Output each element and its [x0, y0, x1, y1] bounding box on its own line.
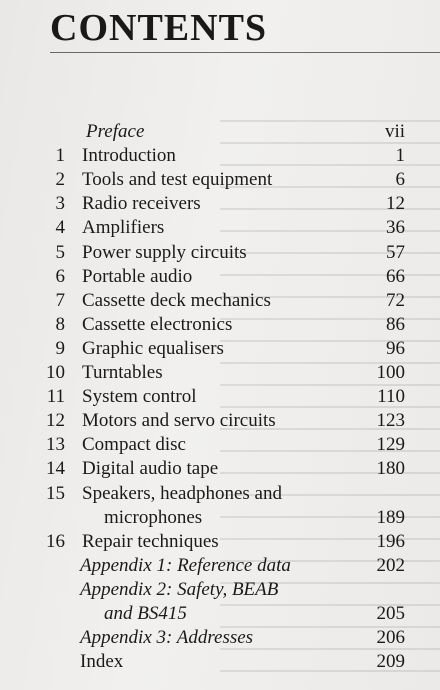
chapter-title: Cassette electronics — [82, 313, 233, 335]
toc-entry — [0, 578, 440, 602]
toc-entry — [0, 433, 440, 457]
page-number: 36 — [386, 217, 405, 239]
chapter-number: 6 — [55, 265, 65, 287]
toc-entry — [0, 385, 440, 409]
chapter-title: Motors and servo circuits — [82, 410, 276, 432]
chapter-title: Turntables — [82, 362, 163, 383]
chapter-number: 10 — [46, 362, 65, 383]
chapter-number: 14 — [46, 458, 65, 480]
toc-entry — [0, 361, 440, 385]
toc-entry — [0, 650, 440, 674]
page-title: CONTENTS — [50, 7, 268, 49]
chapter-title: System control — [82, 386, 197, 408]
chapter-title: and BS415 — [104, 603, 187, 624]
title-rule — [50, 52, 440, 53]
toc-entry — [0, 313, 440, 337]
chapter-number: 11 — [46, 386, 65, 408]
toc-entry — [0, 626, 440, 650]
page-number: 1 — [395, 145, 405, 167]
toc-entry — [0, 482, 440, 506]
chapter-title: Appendix 2: Safety, BEAB — [80, 578, 279, 600]
chapter-title: Digital audio tape — [82, 458, 219, 480]
toc-entry — [0, 457, 440, 481]
page-number: 6 — [395, 169, 405, 191]
toc-entry — [0, 265, 440, 289]
toc-entry — [0, 337, 440, 361]
page-number: vii — [384, 121, 405, 142]
chapter-title: Speakers, headphones and — [82, 482, 282, 504]
chapter-title: microphones — [104, 506, 203, 528]
chapter-title: Portable audio — [82, 265, 193, 287]
page-number: 96 — [386, 337, 405, 359]
toc-entry — [0, 168, 440, 192]
page-number: 189 — [376, 506, 405, 528]
chapter-title: Graphic equalisers — [82, 337, 224, 359]
chapter-number: 9 — [55, 337, 65, 359]
chapter-title: Index — [80, 651, 124, 673]
chapter-number: 12 — [46, 410, 65, 432]
toc-entry — [0, 192, 440, 216]
toc-entry — [0, 144, 440, 168]
chapter-title: Appendix 3: Addresses — [80, 627, 254, 649]
page-number: 196 — [376, 530, 405, 552]
toc-entry — [0, 554, 440, 578]
chapter-title: Compact disc — [82, 434, 186, 456]
chapter-number: 3 — [55, 193, 65, 215]
page-number: 202 — [376, 554, 405, 576]
page-number: 86 — [386, 313, 405, 335]
chapter-number: 1 — [55, 145, 65, 167]
chapter-title: Repair techniques — [82, 530, 219, 552]
chapter-number: 7 — [55, 289, 65, 311]
toc-entry — [0, 241, 440, 265]
page-number: 66 — [386, 265, 405, 287]
chapter-number: 13 — [46, 434, 65, 456]
page-number: 12 — [386, 193, 405, 215]
page-number: 57 — [386, 241, 405, 263]
page-number: 209 — [376, 651, 405, 673]
chapter-number: 4 — [55, 217, 65, 239]
toc-entry — [0, 506, 440, 530]
toc-entry — [0, 409, 440, 433]
toc-entry — [0, 120, 440, 144]
toc-entry — [0, 530, 440, 554]
page-number: 100 — [376, 362, 405, 383]
chapter-number: 2 — [55, 169, 65, 191]
chapter-title: Power supply circuits — [82, 241, 247, 263]
toc-entry — [0, 289, 440, 313]
page-number: 205 — [376, 603, 405, 624]
chapter-title: Cassette deck mechanics — [82, 289, 271, 311]
toc-entry — [0, 216, 440, 240]
page-number: 72 — [386, 289, 405, 311]
chapter-title: Radio receivers — [82, 193, 201, 215]
chapter-number: 16 — [46, 530, 65, 552]
chapter-title: Tools and test equipment — [82, 169, 273, 191]
chapter-number: 8 — [55, 313, 65, 335]
chapter-title: Introduction — [82, 145, 176, 167]
chapter-title: Amplifiers — [82, 217, 165, 239]
chapter-number: 15 — [46, 482, 65, 504]
toc-entry — [0, 602, 440, 626]
chapter-title: Appendix 1: Reference data — [80, 554, 291, 576]
page-number: 206 — [376, 627, 405, 649]
chapter-title: Preface — [86, 121, 145, 142]
table-of-contents — [0, 118, 440, 678]
page-number: 123 — [376, 410, 405, 432]
page-number: 129 — [376, 434, 405, 456]
page-number: 180 — [376, 458, 405, 480]
page-number: 110 — [377, 386, 405, 408]
chapter-number: 5 — [55, 241, 65, 263]
